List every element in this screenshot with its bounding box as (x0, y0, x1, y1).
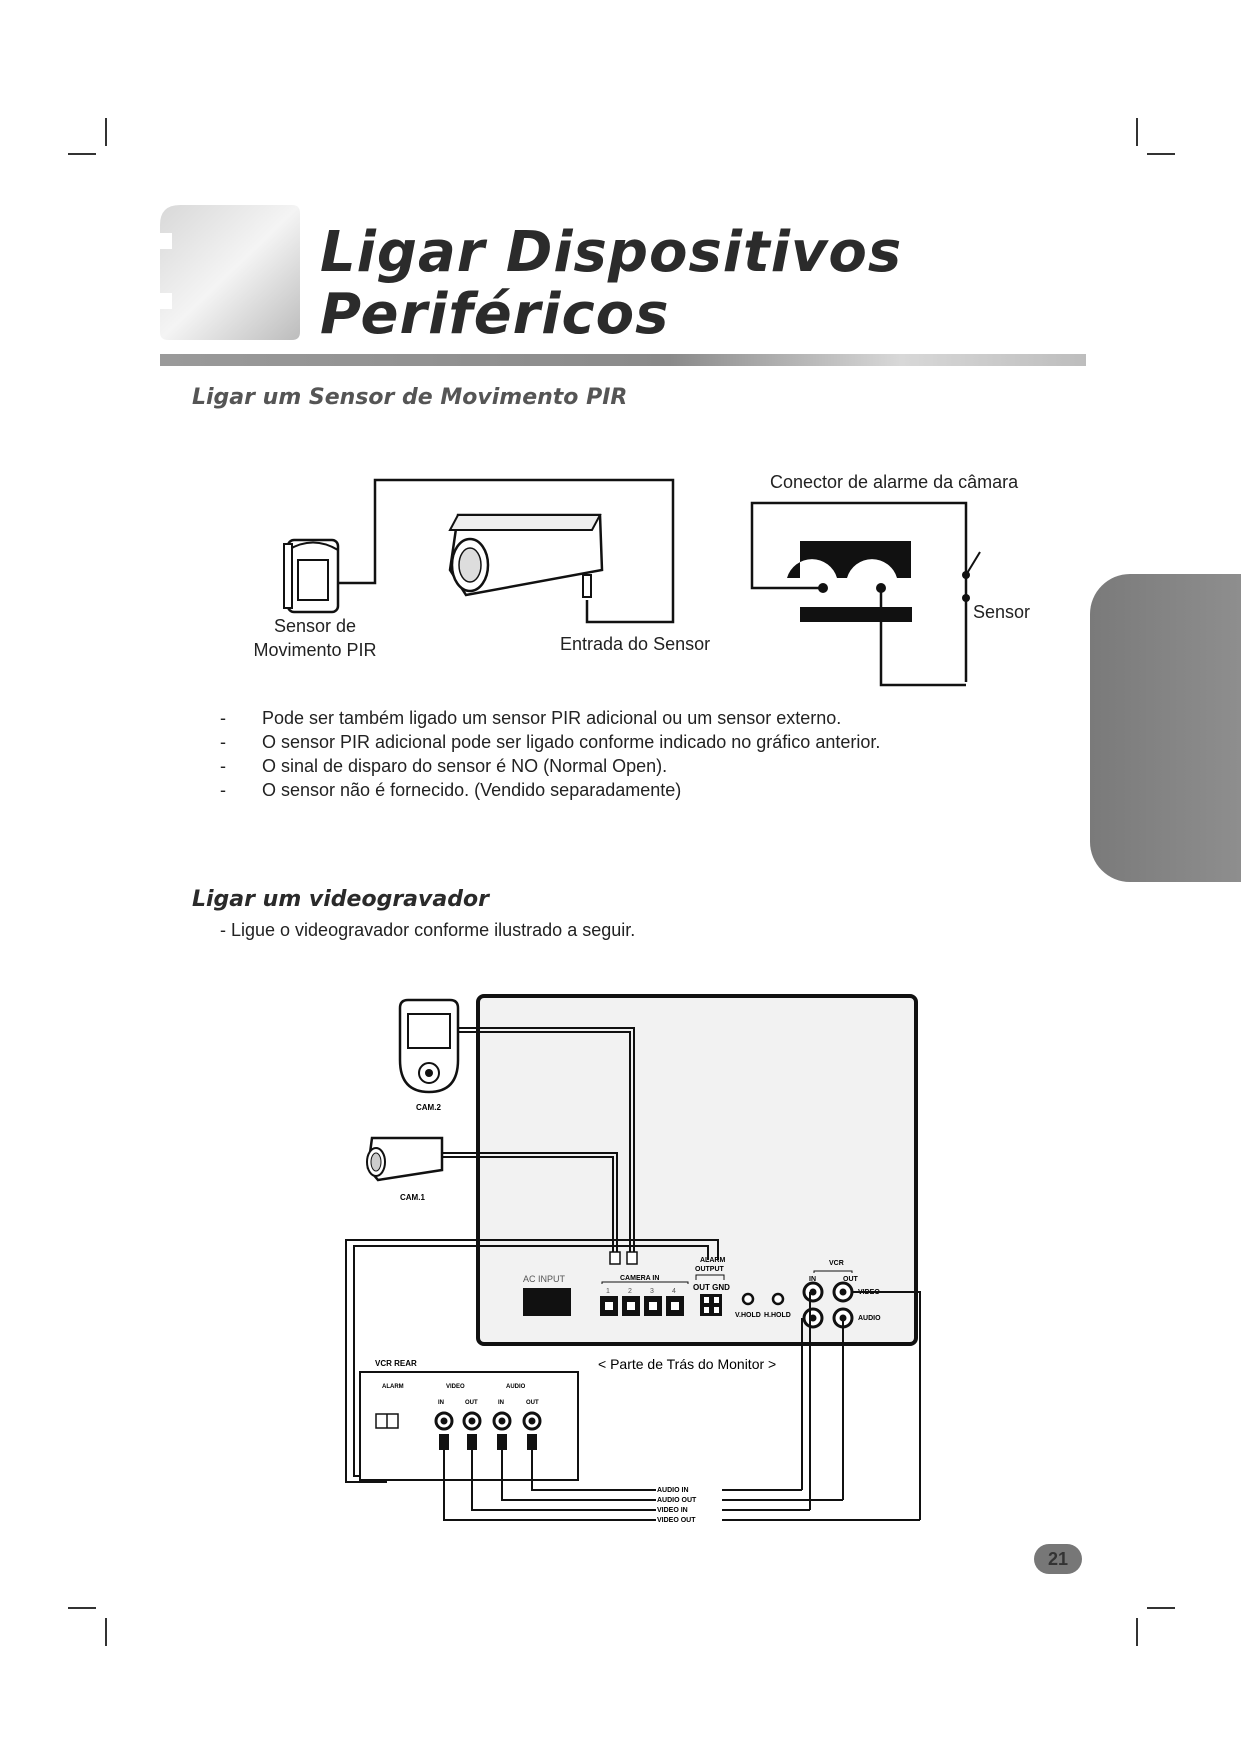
svg-text:OUT: OUT (843, 1276, 858, 1283)
svg-text:ALARM: ALARM (382, 1384, 404, 1390)
list-item: - Pode ser também ligado um sensor PIR adicional ou um sensor externo. (220, 708, 842, 728)
page-number: 21 (1034, 1544, 1082, 1574)
svg-text:V.HOLD: V.HOLD (735, 1312, 761, 1319)
vhold-knob (743, 1294, 753, 1304)
crop-mark (105, 1618, 107, 1646)
svg-text:VCR REAR: VCR REAR (375, 1359, 417, 1368)
camera-icon (450, 515, 602, 597)
alarm-connector-icon (752, 503, 980, 685)
pir-section-heading: Ligar um Sensor de Movimento PIR (192, 385, 628, 410)
svg-text:AUDIO IN: AUDIO IN (657, 1487, 689, 1494)
list-item: - O sinal de disparo do sensor é NO (Normal Open). (220, 756, 668, 776)
svg-text:IN: IN (809, 1276, 816, 1283)
svg-text:3: 3 (650, 1288, 654, 1295)
label-sensor-input: Entrada do Sensor (560, 634, 711, 654)
crop-mark (1136, 1618, 1138, 1646)
svg-text:1: 1 (606, 1288, 610, 1295)
label-pir-sensor-line2: Movimento PIR (253, 640, 377, 660)
page-title (320, 222, 902, 346)
list-item: - O sensor não é fornecido. (Vendido separadamente) (220, 780, 682, 800)
cam1-label: CAM.1 (400, 1193, 425, 1202)
svg-text:AUDIO OUT: AUDIO OUT (657, 1497, 697, 1504)
vcr-section-heading: Ligar um videogravador (192, 887, 489, 912)
label-pir-sensor-line1: Sensor de (273, 616, 357, 636)
camera-in-label: CAMERA IN (620, 1275, 660, 1282)
svg-text:VIDEO OUT: VIDEO OUT (657, 1517, 696, 1524)
ac-input-label: AC INPUT (523, 1274, 566, 1284)
title-rule (160, 354, 1086, 366)
ac-input-socket (523, 1288, 571, 1316)
svg-text:VIDEO: VIDEO (858, 1289, 880, 1296)
crop-mark (1136, 118, 1138, 146)
crop-mark (68, 1607, 96, 1609)
list-item: - O sensor PIR adicional pode ser ligado conforme indicado no gráfico anterior. (220, 732, 881, 752)
svg-text:4: 4 (672, 1288, 676, 1295)
svg-text:IN: IN (438, 1400, 444, 1406)
crop-mark (1147, 1607, 1175, 1609)
crop-mark (1147, 153, 1175, 155)
svg-text:2: 2 (628, 1288, 632, 1295)
monitor-caption: < Parte de Trás do Monitor > (598, 1356, 777, 1372)
crop-mark (68, 153, 96, 155)
svg-text:VIDEO IN: VIDEO IN (657, 1507, 688, 1514)
pir-bullet-list (220, 706, 880, 802)
svg-text:VCR: VCR (829, 1260, 844, 1267)
svg-text:H.HOLD: H.HOLD (764, 1312, 791, 1319)
label-alarm-connector: Conector de alarme da câmara (770, 472, 1019, 492)
side-tab (1090, 574, 1241, 882)
svg-text:OUTPUT: OUTPUT (695, 1266, 724, 1273)
svg-text:OUT: OUT (526, 1400, 539, 1406)
label-sensor: Sensor (973, 602, 1031, 622)
cam2-label: CAM.2 (416, 1103, 441, 1112)
svg-text:AUDIO: AUDIO (858, 1315, 881, 1322)
svg-text:IN: IN (498, 1400, 504, 1406)
svg-text:VIDEO: VIDEO (446, 1384, 465, 1390)
title-block-graphic (160, 205, 300, 340)
vcr-intro-text: - Ligue o videogravador conforme ilustrado a seguir. (220, 920, 636, 940)
svg-text:OUT: OUT (465, 1400, 478, 1406)
cam2-dome-camera-icon (400, 1000, 458, 1092)
svg-text:AUDIO: AUDIO (506, 1384, 526, 1390)
pir-sensor-icon (284, 540, 338, 612)
hhold-knob (773, 1294, 783, 1304)
title-line-2: Periféricos (320, 282, 670, 347)
crop-mark (105, 118, 107, 146)
vcr-diagram (330, 990, 950, 1530)
svg-text:ALARM: ALARM (700, 1257, 726, 1264)
cam1-box-camera-icon (367, 1138, 442, 1180)
title-line-1: Ligar Dispositivos (320, 220, 903, 285)
svg-text:OUT GND: OUT GND (693, 1283, 730, 1292)
